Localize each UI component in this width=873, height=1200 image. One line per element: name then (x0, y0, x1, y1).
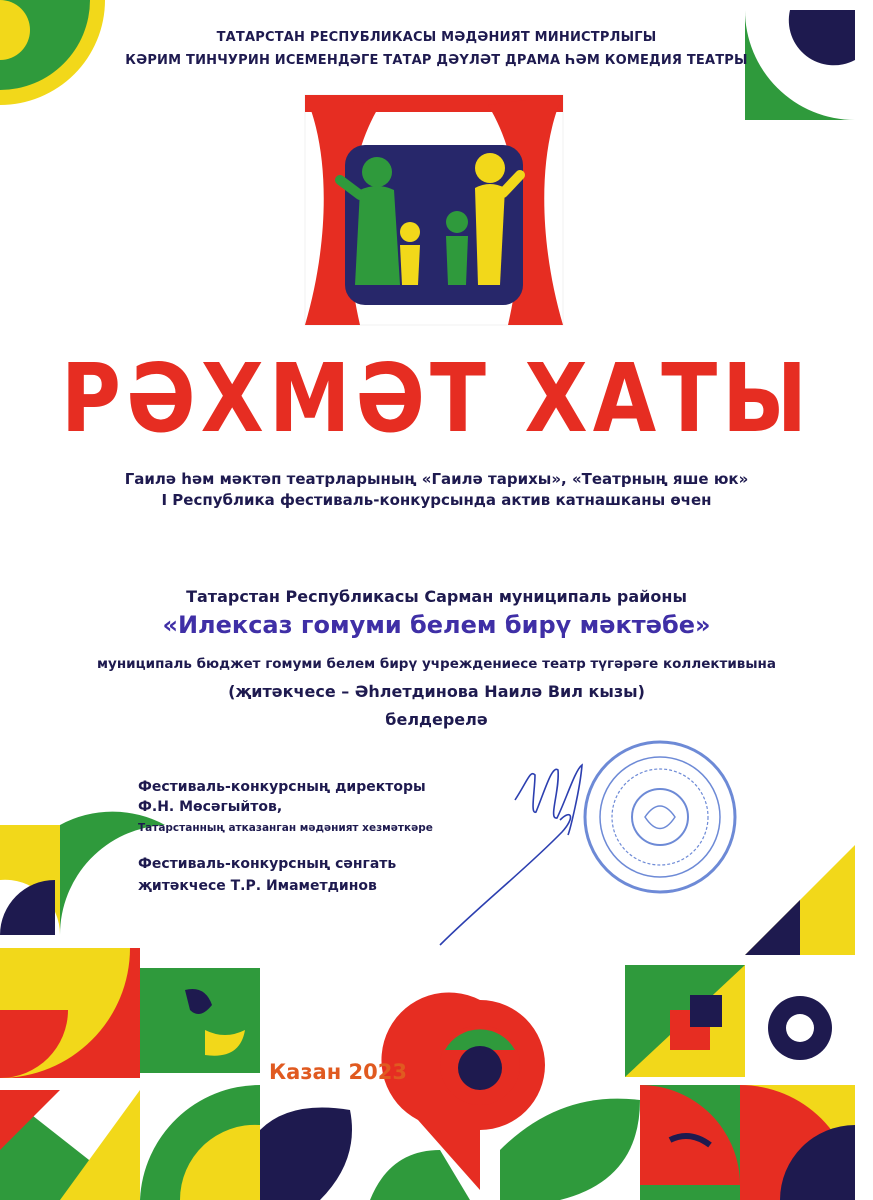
theatre-name: КӘРИМ ТИНЧУРИН ИСЕМЕНДӘГЕ ТАТАР ДӘҮЛӘТ ДРАМА ҺӘМ КОМЕДИЯ ТЕАТРЫ (125, 53, 748, 68)
theatre-family-logo (305, 95, 563, 325)
reason-line-1: Гаилә һәм мәктәп театрларының «Гаилә тарихы», «Театрның яше юк» (124, 470, 749, 488)
awarded-text: белдерелә (385, 710, 488, 729)
certificate-title: РӘХМӘТ ХАТЫ (60, 344, 813, 455)
art-director-role: Фестиваль-конкурсның сәнгать (138, 856, 397, 872)
recipient-leader: (җитәкчесе – Әһлетдинова Наилә Вил кызы) (228, 682, 645, 701)
city-year: Казан 2023 (269, 1060, 407, 1084)
recipient-region: Татарстан Республикасы Сарман муниципаль районы (186, 587, 687, 606)
recipient-institution: муниципаль бюджет гомуми белем бирү учреждениесе театр түгәрәге коллективына (96, 656, 776, 672)
recipient-school: «Илексаз гомуми белем бирү мәктәбе» (162, 611, 711, 639)
ministry-name: ТАТАРСТАН РЕСПУБЛИКАСЫ МӘДӘНИЯТ МИНИСТРЛЫГЫ (216, 30, 657, 45)
reason-line-2: I Республика фестиваль-конкурсында актив катнашканы өчен (161, 491, 712, 509)
director-name: Ф.Н. Мөсәгыйтов, (138, 799, 283, 815)
bottom-geometric-decoration (0, 812, 855, 1200)
official-stamp (585, 742, 735, 892)
art-director-name: җитәкчесе Т.Р. Имаметдинов (138, 878, 377, 894)
handwritten-signature (440, 765, 582, 945)
director-title: Татарстанның атказанган мәдәният хезмәткәре (138, 822, 433, 834)
director-role: Фестиваль-конкурсның директоры (138, 779, 426, 795)
